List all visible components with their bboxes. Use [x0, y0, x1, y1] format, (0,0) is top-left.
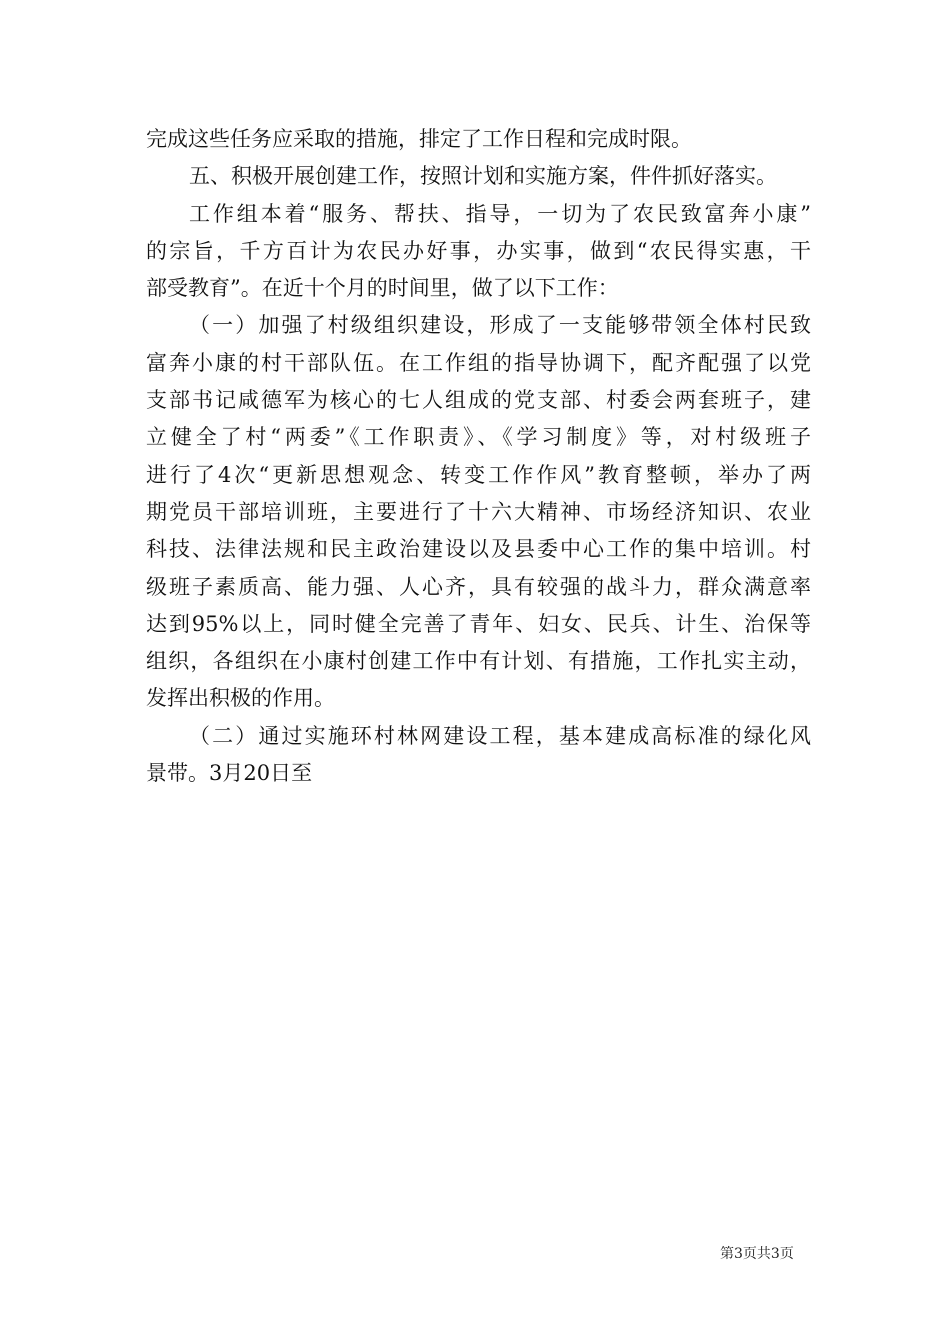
- paragraph-line: 部受教育”。在近十个月的时间里，做了以下工作：: [146, 276, 619, 301]
- paragraph-line: 级班子素质高、能力强、人心齐，具有较强的战斗力，群众满意率: [146, 574, 811, 599]
- paragraph-line: 景带。3月20日至: [146, 761, 313, 786]
- paragraph-line: 富奔小康的村干部队伍。在工作组的指导协调下，配齐配强了以党: [146, 350, 811, 375]
- paragraph-line: 期党员干部培训班，主要进行了十六大精神、市场经济知识、农业: [146, 499, 811, 524]
- paragraph-line: 进行了4次“更新思想观念、转变工作作风”教育整顿，举办了两: [146, 462, 811, 487]
- paragraph-line: 组织，各组织在小康村创建工作中有计划、有措施，工作扎实主动，: [146, 649, 811, 674]
- paragraph-line: 五、积极开展创建工作，按照计划和实施方案，件件抓好落实。: [189, 164, 777, 189]
- paragraph-line: 达到95%以上，同时健全完善了青年、妇女、民兵、计生、治保等: [146, 611, 811, 636]
- paragraph-line: （一）加强了村级组织建设，形成了一支能够带领全体村民致: [189, 313, 811, 338]
- paragraph-line: （二）通过实施环村林网建设工程，基本建成高标准的绿化风: [189, 723, 811, 748]
- paragraph-line: 完成这些任务应采取的措施，排定了工作日程和完成时限。: [146, 127, 692, 151]
- paragraph-line: 工作组本着“服务、帮扶、指导，一切为了农民致富奔小康”: [189, 201, 811, 226]
- page-number-footer: 第3页共3页: [720, 1246, 794, 1262]
- paragraph-line: 发挥出积极的作用。: [146, 686, 335, 711]
- paragraph-line: 的宗旨，千方百计为农民办好事，办实事，做到“农民得实惠，干: [146, 238, 811, 263]
- paragraph-line: 支部书记咸德军为核心的七人组成的党支部、村委会两套班子，建: [146, 388, 811, 413]
- paragraph-line: 科技、法律法规和民主政治建设以及县委中心工作的集中培训。村: [146, 537, 811, 562]
- paragraph-line: 立健全了村“两委”《工作职责》、《学习制度》等，对村级班子: [146, 425, 811, 450]
- document-body: [146, 121, 811, 792]
